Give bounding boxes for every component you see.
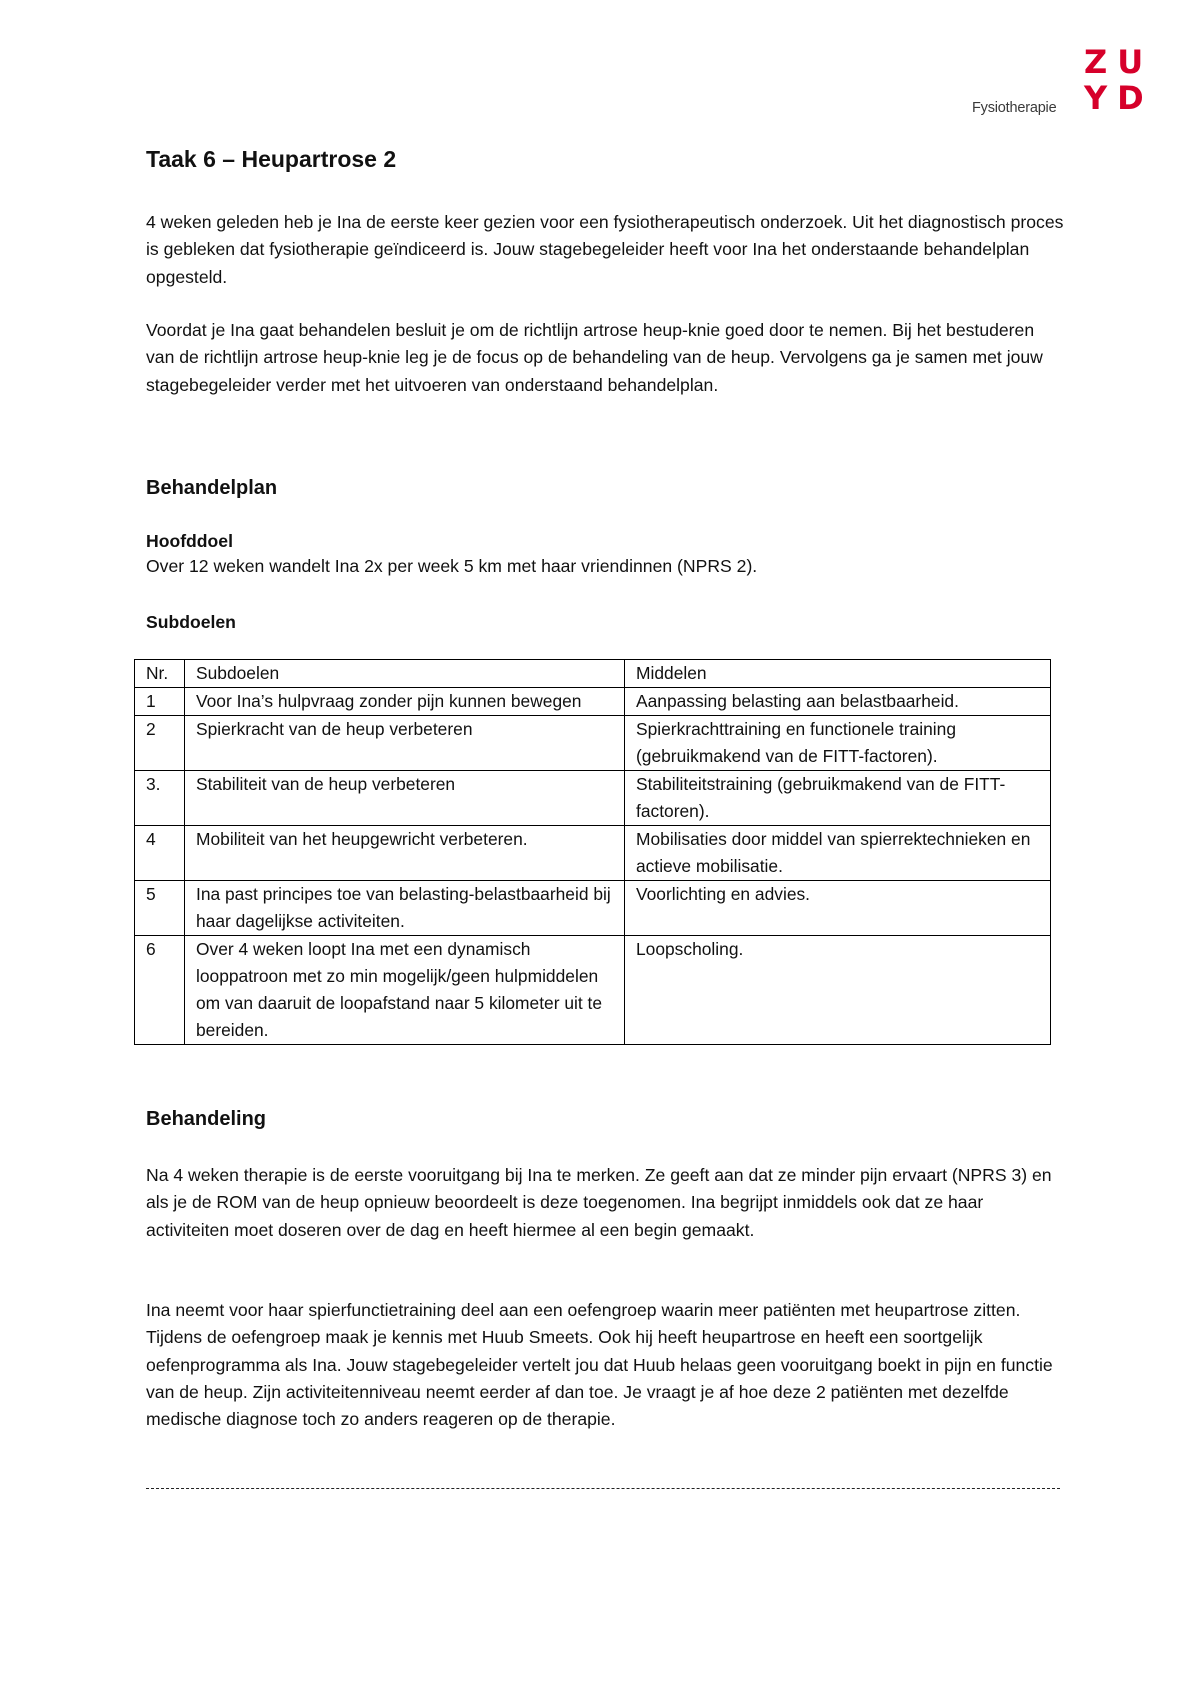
hoofddoel-text: Over 12 weken wandelt Ina 2x per week 5 km met haar vriendinnen (NPRS 2).: [146, 556, 758, 576]
table-row: [135, 881, 1051, 936]
logo-caption: Fysiotherapie: [972, 100, 1057, 116]
column-header-subdoelen: Subdoelen: [185, 660, 625, 688]
table-row: [135, 826, 1051, 881]
intro-paragraph-1: 4 weken geleden heb je Ina de eerste keer gezien voor een fysiotherapeutisch onderzoek. Uit het diagnostisch proces is gebleken dat fysiotherapie geïndiceerd is. Jouw stagebegeleider heeft voor Ina het onderstaande behandelplan opgesteld.: [146, 212, 1064, 287]
table-row: [135, 936, 1051, 1045]
logo-letter: D: [1117, 79, 1154, 117]
subdoelen-table: [134, 659, 1051, 1045]
cell-nr: 6: [135, 936, 185, 1045]
page-title: Taak 6 – Heupartrose 2: [146, 146, 397, 172]
cell-subdoel: Voor Ina’s hulpvraag zonder pijn kunnen bewegen: [185, 688, 625, 716]
table-header-row: [135, 660, 1051, 688]
cell-middel: Mobilisaties door middel van spierrektechnieken en actieve mobilisatie.: [625, 826, 1051, 881]
subdoelen-heading: Subdoelen: [146, 612, 236, 632]
logo-letter: Y: [1084, 79, 1118, 117]
cell-nr: 4: [135, 826, 185, 881]
cell-middel: Loopscholing.: [625, 936, 1051, 1045]
cell-nr: 2: [135, 716, 185, 771]
hoofddoel-heading: Hoofddoel: [146, 531, 233, 551]
cell-subdoel: Stabiliteit van de heup verbeteren: [185, 771, 625, 826]
cell-subdoel: Over 4 weken loopt Ina met een dynamisch looppatroon met zo min mogelijk/geen hulpmiddelen om van daaruit de loopafstand naar 5 kilometer uit te bereiden.: [185, 936, 625, 1045]
column-header-middelen: Middelen: [625, 660, 1051, 688]
intro-paragraph-2: Voordat je Ina gaat behandelen besluit je om de richtlijn artrose heup-knie goed door te nemen. Bij het bestuderen van de richtlijn artrose heup-knie leg je de focus op de behandeling van de heup. Vervolgens ga je samen met jouw stagebegeleider verder met het uitvoeren van onderstaand behandelplan.: [146, 320, 1043, 395]
cell-middel: Stabiliteitstraining (gebruikmakend van de FITT-factoren).: [625, 771, 1051, 826]
cell-subdoel: Spierkracht van de heup verbeteren: [185, 716, 625, 771]
table-row: [135, 716, 1051, 771]
behandeling-paragraph-2: Ina neemt voor haar spierfunctietraining deel aan een oefengroep waarin meer patiënten met heupartrose zitten. Tijdens de oefengroep maak je kennis met Huub Smeets. Ook hij heeft heupartrose en heeft een soortgelijk oefenprogramma als Ina. Jouw stagebegeleider vertelt jou dat Huub helaas geen vooruitgang boekt in pijn en functie van de heup. Zijn activiteitenniveau neemt eerder af dan toe. Je vraagt je af hoe deze 2 patiënten met dezelfde medische diagnose toch zo anders reageren op de therapie.: [146, 1300, 1053, 1430]
zuyd-logo: [972, 38, 1152, 138]
cell-subdoel: Ina past principes toe van belasting-belastbaarheid bij haar dagelijkse activiteiten.: [185, 881, 625, 936]
cell-middel: Spierkrachttraining en functionele training (gebruikmakend van de FITT-factoren).: [625, 716, 1051, 771]
cell-middel: Aanpassing belasting aan belastbaarheid.: [625, 688, 1051, 716]
cell-middel: Voorlichting en advies.: [625, 881, 1051, 936]
cell-nr: 3.: [135, 771, 185, 826]
cell-nr: 1: [135, 688, 185, 716]
behandeling-paragraph-1: Na 4 weken therapie is de eerste vooruitgang bij Ina te merken. Ze geeft aan dat ze minder pijn ervaart (NPRS 3) en als je de ROM van de heup opnieuw beoordeelt is deze toegenomen. Ina begrijpt inmiddels ook dat ze haar activiteiten moet doseren over de dag en heeft hiermee al een begin gemaakt.: [146, 1165, 1052, 1240]
cell-nr: 5: [135, 881, 185, 936]
logo-letters: [1084, 44, 1154, 116]
table-row: [135, 771, 1051, 826]
cell-subdoel: Mobiliteit van het heupgewricht verbeteren.: [185, 826, 625, 881]
logo-letter: Z: [1084, 43, 1118, 81]
behandeling-heading: Behandeling: [146, 1108, 267, 1130]
behandelplan-heading: Behandelplan: [146, 477, 278, 499]
logo-letter: U: [1117, 43, 1154, 81]
table-row: [135, 688, 1051, 716]
column-header-nr: Nr.: [135, 660, 185, 688]
dashed-divider: [146, 1488, 1060, 1489]
